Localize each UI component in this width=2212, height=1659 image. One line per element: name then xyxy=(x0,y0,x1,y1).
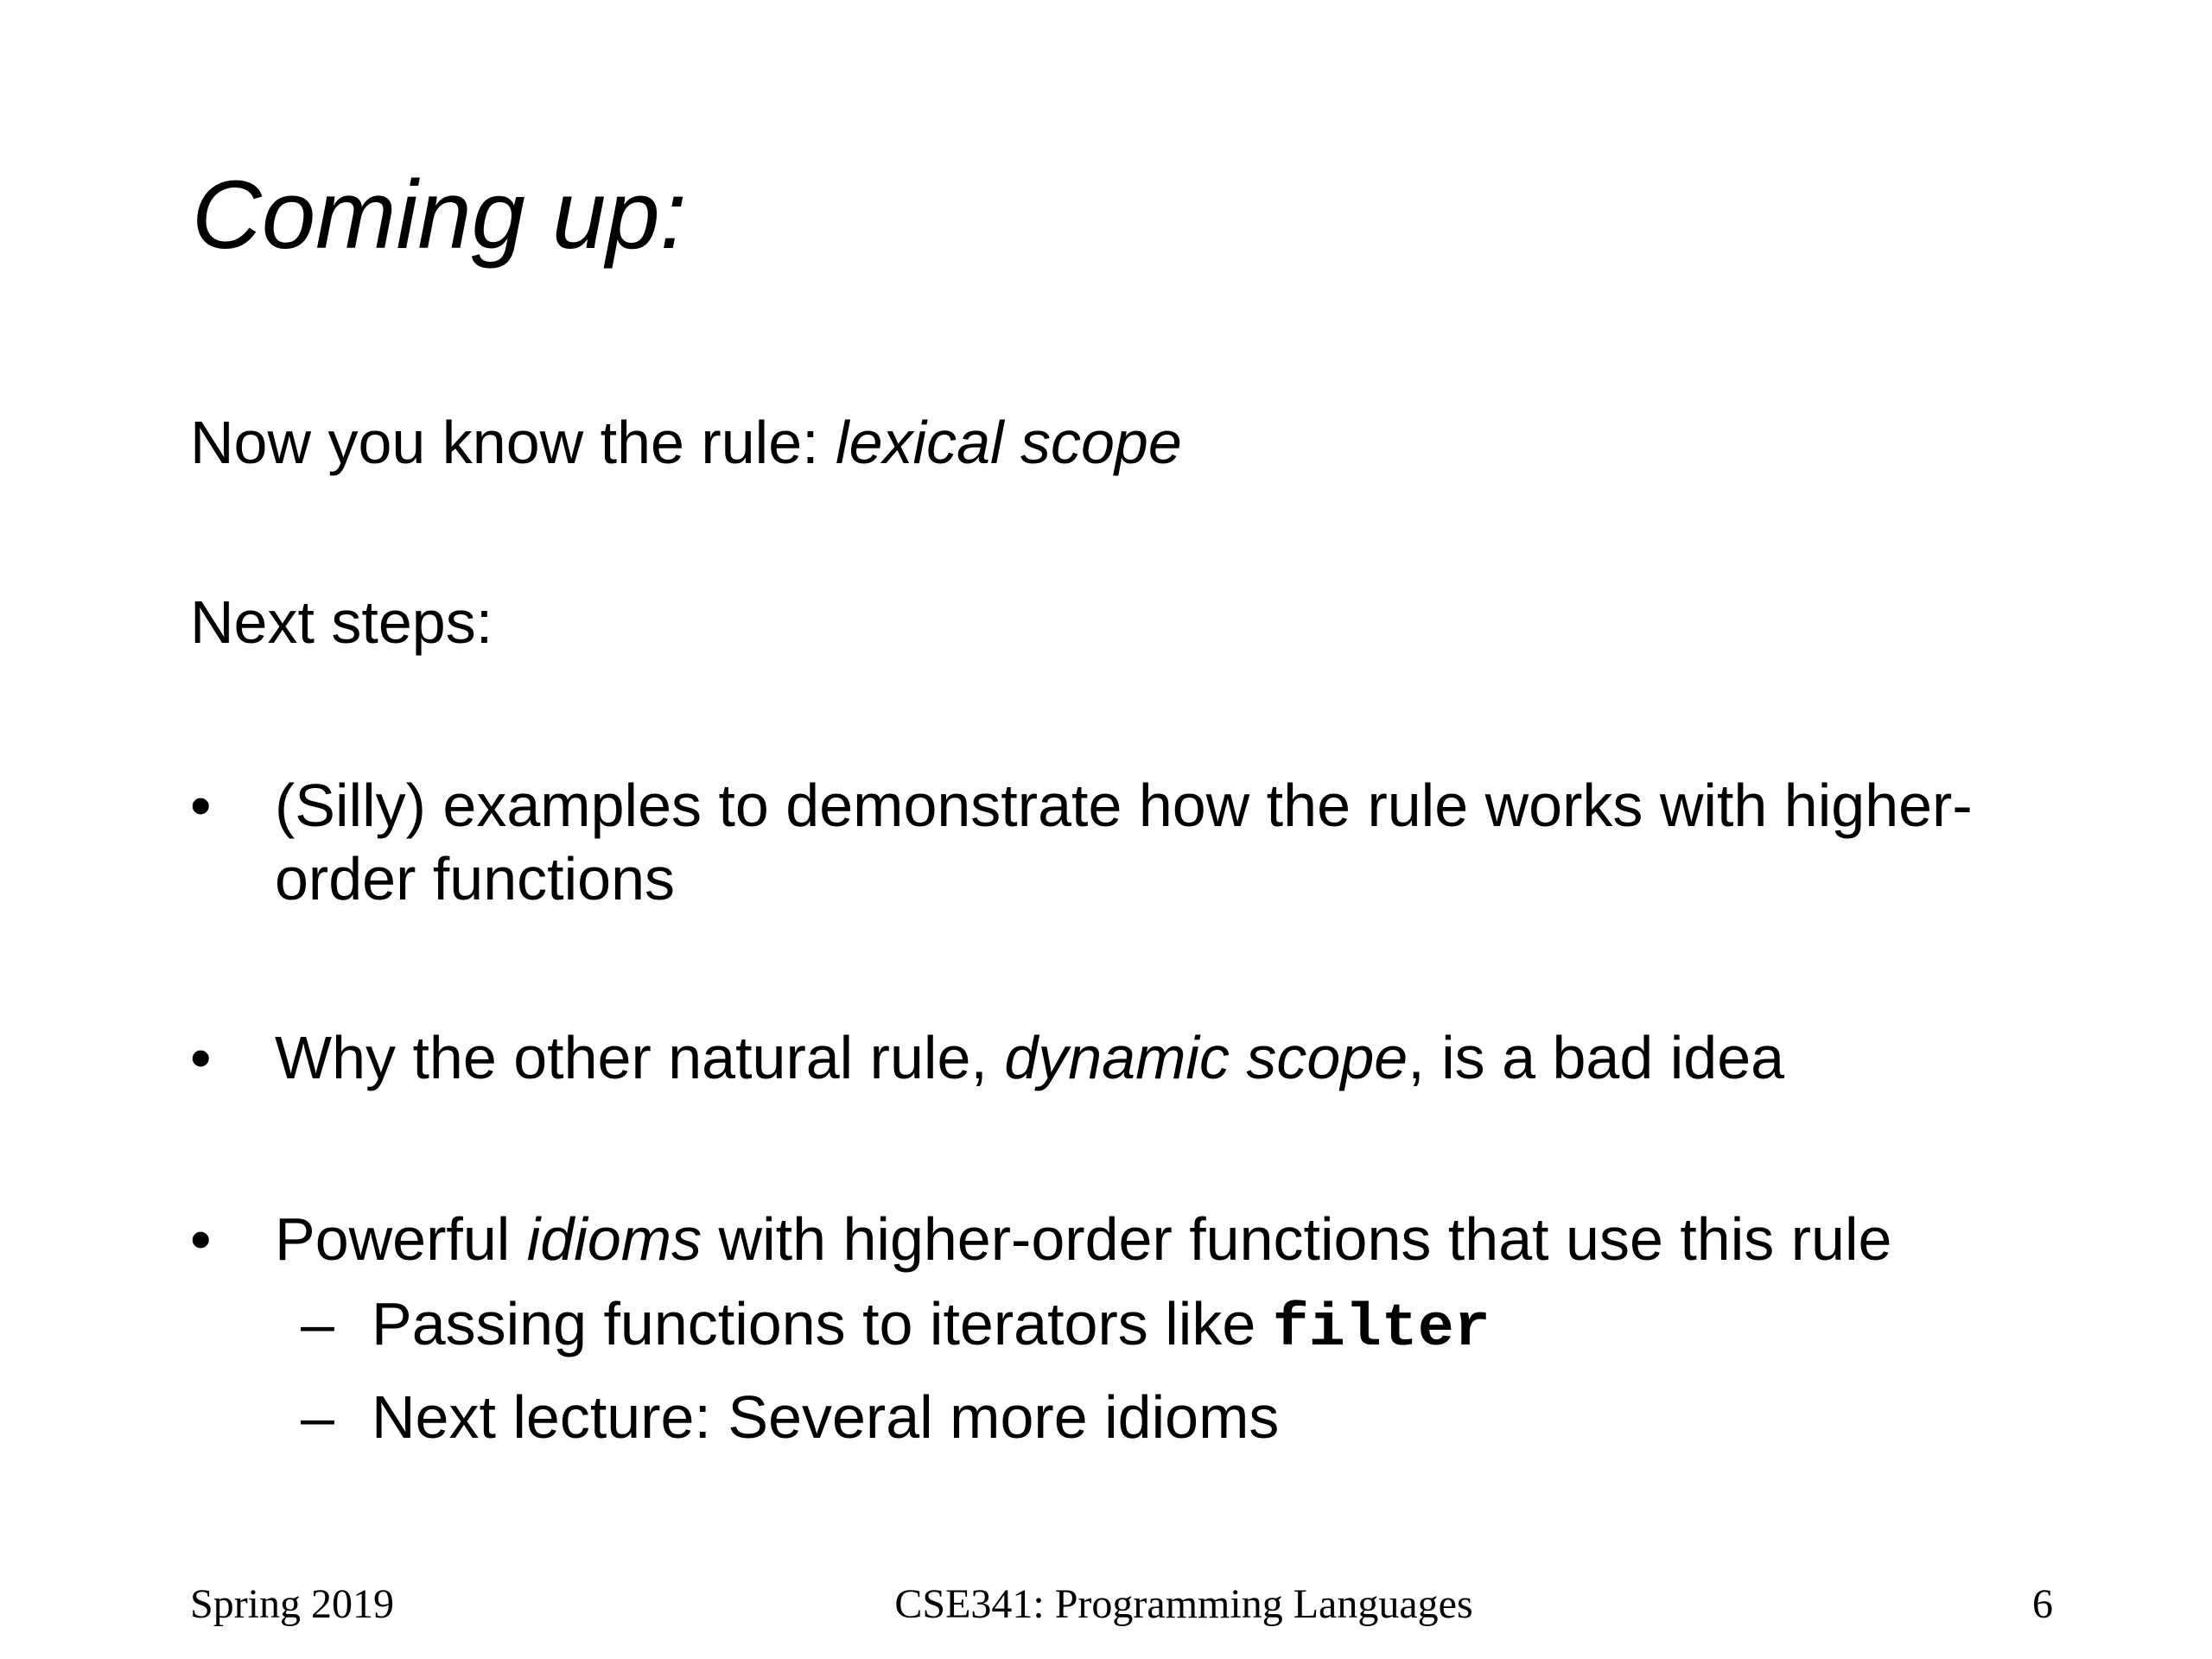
subitem-2-text: Next lecture: Several more idioms xyxy=(372,1383,1280,1451)
bullet-2-prefix: Why the other natural rule, xyxy=(275,1024,1005,1091)
footer-page-number: 6 xyxy=(2032,1581,2053,1627)
bullet-3-text xyxy=(275,1203,1891,1276)
intro-line xyxy=(190,406,1182,480)
footer-course: CSE341: Programming Languages xyxy=(894,1581,1473,1627)
bullet-3-emphasis: idioms xyxy=(526,1205,702,1273)
bullet-3-prefix: Powerful xyxy=(275,1205,527,1273)
sub-bullet-marker: – xyxy=(301,1290,334,1357)
bullet-2-text xyxy=(275,1021,1784,1095)
footer-term: Spring 2019 xyxy=(190,1581,395,1627)
code-filter: filter xyxy=(1272,1295,1491,1363)
bullet-1-text: (Silly) examples to demonstrate how the rule works with higher-order functions xyxy=(275,772,1973,913)
next-steps-label: Next steps: xyxy=(190,588,493,656)
bullet-marker: • xyxy=(190,1024,212,1091)
bullet-2-emphasis: dynamic scope xyxy=(1004,1024,1408,1091)
subitem-1-label: Passing functions to iterators like xyxy=(372,1290,1273,1357)
subitem-1-text xyxy=(372,1287,1491,1366)
bullet-3-suffix: with higher-order functions that use this rule xyxy=(702,1205,1892,1273)
intro-emphasis: lexical scope xyxy=(836,409,1182,476)
bullet-marker: • xyxy=(190,772,212,839)
slide-title: Coming up: xyxy=(192,161,687,269)
intro-text: Now you know the rule: xyxy=(190,409,836,476)
bullet-marker: • xyxy=(190,1205,212,1273)
bullet-2-suffix: , is a bad idea xyxy=(1408,1024,1785,1091)
sub-bullet-marker: – xyxy=(301,1383,334,1451)
